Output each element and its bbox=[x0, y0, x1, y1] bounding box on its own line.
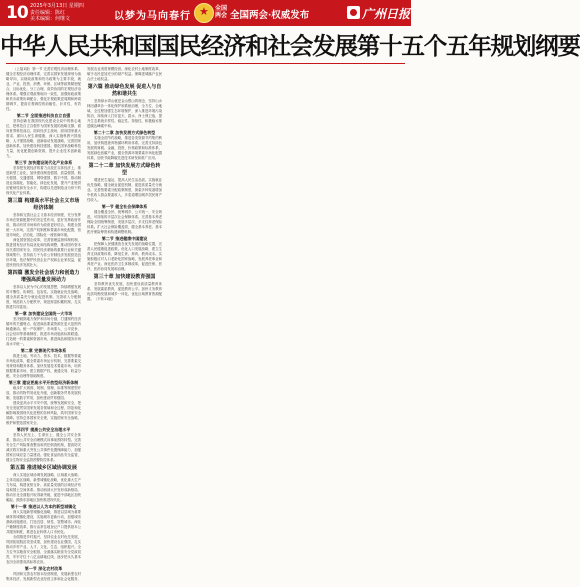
issue-meta bbox=[30, 3, 84, 23]
article-paragraph: 全面推进乡村振兴，坚持农业农村优先发展，巩固拓展脱贫攻坚成果，加快建设农业强国，扎实推动乡村产业、人才、文化、生态、组织振兴。全方位夯实粮食安全根基，全面落实粮食安全党政同责，牢牢守住十八亿亩耕地红线，逐步把永久基本农田全部建成高标准农田。 bbox=[6, 535, 81, 564]
header-slogan: 以梦为马向春行 bbox=[114, 11, 191, 22]
article-subheading: 第三节 加快建设现代化产业体系 bbox=[14, 160, 73, 165]
emblem-label: 全国两会 bbox=[215, 5, 228, 19]
section-title: 全国两会·权威发布 bbox=[230, 10, 310, 21]
article-subheading: 第二十二章 加快发展方式绿色转型 bbox=[93, 130, 156, 135]
article-paragraph: 健全覆盖全民、统筹城乡、公平统一、安全规范、可持续的多层次社会保障体系。完善基本养老保险全国统筹制度，发展多层次、多支柱养老保险体系。扩大社会保险覆盖面，健全基本养老、基本医疗保险筹资和待遇调整机制。 bbox=[87, 210, 162, 234]
article-paragraph: 坚持把发展经济的着力点放在实体经济上，推进新型工业化，加快建设制造强国、质量强国、航天强国、交通强国、网络强国、数字中国，推动制造业高端化、智能化、绿色化发展，提升产业链供应链韧性和安全水平，构建以先进制造业为骨干的现代化产业体系。 bbox=[6, 166, 81, 195]
article-subheading: 第三篇 构建高水平社会主义市场经济体制 bbox=[7, 198, 80, 211]
national-emblem-icon bbox=[194, 3, 214, 23]
editor-credit: 责任编辑：陈红 bbox=[30, 9, 66, 16]
article-paragraph: 坚持和完善社会主义基本经济制度，充分发挥市场在资源配置中的决定性作用，更好发挥政府作用，推动有效市场和有为政府更好结合，构建全国统一大市场，完善产权制度和要素市场化配置，营造市场化、法治化、国际化一流营商环境。 bbox=[6, 213, 81, 237]
article-subheading: 第五篇 推进城乡区域协调发展 bbox=[10, 465, 77, 471]
article-paragraph: 坚持以人民为中心的发展思想，持续增强发展的平衡性、协调性、包容性。实施就业优先战略，健全高质量充分就业促进机制，完善收入分配制度，规范收入分配秩序，规范财富积累机制，扎实推进共同富裕。 bbox=[6, 285, 81, 309]
article-subheading: 第一节 健全社会保障体系 bbox=[101, 204, 148, 209]
page-header-banner bbox=[0, 0, 411, 26]
article-subheading: 第二节 全面推进科技自立自强 bbox=[16, 113, 71, 118]
article-paragraph: 建设更高水平平安中国，统筹发展和安全，把安全发展贯穿国家发展各领域和全过程，防范和化解影响我国现代化进程的各种风险，筑牢国家安全屏障。坚持总体国家安全观，实施国家安全战略，维护和塑造国家安全。 bbox=[6, 401, 81, 425]
page-headline: 中华人民共和国国民经济和社会发展第十五个五年规划纲要 bbox=[0, 32, 580, 60]
article-paragraph: 巩固和完善农村基本经营制度，发展新型农村集体经济，发展新型农业经营主体和社会化服务，发展农业适度规模经营。深化农村土地制度改革，赋予农民更加充分的财产权益。保障进城落户农民合法土地权益。 bbox=[6, 67, 162, 581]
article-paragraph: 实施全面节约战略，推进各类资源节约集约利用，加快构建废弃物循环利用体系。完善支持绿色发展的财税、金融、投资、价格政策和标准体系，发展绿色低碳产业，健全资源环境要素市场化配置体系，加快节能降碳先进技术研发和推广应用。 bbox=[87, 136, 162, 160]
article-subheading: 第二十二章 加快发展方式绿色转型 bbox=[88, 163, 161, 176]
article-paragraph: 深入实施区域协调发展战略、区域重大战略、主体功能区战略、新型城镇化战略，优化重大生产力布局，构建优势互补、高质量发展的区域经济布局和国土空间体系。推动西部大开发形成新格局，推动东北全面振兴取得新突破，促进中部地区加快崛起，鼓励东部地区加快推进现代化。 bbox=[6, 473, 81, 502]
article-paragraph: 坚持绿水青山就是金山银山的理念，坚持山水林田湖草沙一体化保护和系统治理，全方位、全地域、全过程加强生态环境保护，深入推进环境污染防治，持续深入打好蓝天、碧水、净土保卫战，提升生态系统多样性、稳定性、持续性，积极稳妥推进碳达峰碳中和。 bbox=[87, 99, 162, 128]
article-paragraph: 坚持创新在我国现代化建设全局中的核心地位，把科技自立自强作为国家发展的战略支撑，面向世界科技前沿、面向经济主战场、面向国家重大需求、面向人民生命健康，深入实施科教兴国战略、人才强国战略、创新驱动发展战略，完善国家创新体系，加快建设科技强国。强化国家战略科技力量，优化配置创新资源，提升企业技术创新能力。 bbox=[6, 119, 81, 158]
article-subheading: 第二节 推进健康中国建设 bbox=[101, 236, 148, 241]
issue-date: 2025年3月13日 星期四 bbox=[30, 3, 84, 9]
article-subheading: 第十一章 推进以人为本的新型城镇化 bbox=[10, 504, 77, 509]
article-paragraph: 深入实施新型城镇化战略，推进以县城为重要载体的城镇化建设，实施城市更新行动，加强城市基础设施建设，打造宜居、韧性、智慧城市。深化户籍制度改革，推行由常住地登记户口提供基本公共服务制度，推进农业转移人口市民化。 bbox=[6, 510, 81, 534]
article-subheading: 第四篇 激发全社会活力和创造力 增强高质量发展动力 bbox=[7, 270, 80, 283]
headline-divider bbox=[6, 63, 405, 64]
article-subheading: 第六篇 推动绿色发展 促进人与自然和谐共生 bbox=[87, 84, 162, 97]
designer-credit: 美术编辑：何继文 bbox=[30, 16, 71, 22]
article-columns bbox=[6, 67, 405, 583]
article-paragraph: 稳步扩大规则、规制、管理、标准等制度型开放，推动货物贸易优化升级，创新服务贸易发展机制，发展数字贸易，加快建设贸易强国。 bbox=[6, 386, 81, 400]
article-paragraph: 坚持教育优先发展，加快建设高质量教育体系，发展素质教育，促进教育公平。加快义务教育优质均衡发展和城乡一体化，优化区域教育资源配置。（下转11版） bbox=[87, 282, 162, 301]
article-subheading: 第三章 建设更高水平开放型经济新体制 bbox=[8, 380, 79, 385]
article-subheading: 第四节 提高公共安全治理水平 bbox=[16, 427, 71, 432]
article-subheading: 第一章 加快建设全国统一大市场 bbox=[14, 311, 73, 316]
article-body bbox=[6, 67, 405, 583]
article-paragraph: 推进土地、劳动力、资本、技术、数据等要素市场化改革，健全要素市场运行机制，完善要素交易规则和服务体系。加快发展技术要素市场，培育数据要素市场，建立数据产权、流通交易、收益分配、安全治理等基础制度。 bbox=[6, 354, 81, 378]
article-subheading: 第一节 深化农村改革 bbox=[24, 566, 63, 571]
article-subheading: 第二章 完善现代市场体系 bbox=[20, 348, 67, 353]
article-subheading: 第三十章 加快建设教育强国 bbox=[93, 274, 156, 280]
article-paragraph: 坚决破除地方保护和市场分割，打通制约经济循环的关键堵点，促进商品要素资源在更大范围内畅通流动。统一产权保护、市场准入、公平竞争、社会信用等基础制度，推进市场设施高标准联通，打造统一的要素和资源市场，推进商品和服务市场高水平统一。 bbox=[6, 317, 81, 346]
article-paragraph: （上接1版）第一节 完善宏观经济治理体系。健全宏观经济治理体系，完善以国家发展规划为战略导向，以财政政策和货币政策为主要手段，就业、产业、投资、消费、环保、区域等政策紧密配合，目标优化、分工合理、高效协同的宏观经济治理体系。增强宏观政策取向一致性，加强财政政策和货币政策协调配合，强化宏观政策逆周期和跨周期调节，提高宏观调控的前瞻性、针对性、有效性。 bbox=[6, 67, 81, 111]
article-paragraph: 坚持人民至上、生命至上，健全公共安全体系，推动公共安全治理模式向事前预防转型。完善安全生产风险排查整治和责任倒查机制，提高防灾减灾救灾和重大突发公共事件处置保障能力，加强国家区域应急力量建设。强化食品药品安全监管，健全生物安全监管预警防控体系。 bbox=[6, 433, 81, 462]
article-paragraph: 增进民生福祉，提高人民生活品质。实施就业优先战略，健全就业促进机制，促进高质量充分就业。完善按要素分配政策制度，探索多种渠道增加中低收入群众要素收入，多渠道增加城乡居民财产性收入。 bbox=[87, 178, 162, 202]
article-paragraph: 把保障人民健康放在优先发展的战略位置，完善人民健康促进政策。优化人口发展战略，建立生育支持政策体系，降低生育、养育、教育成本。实施积极应对人口老龄化国家战略，发展养老事业和养老产业。深化医药卫生体制改革，促进医保、医疗、医药协同发展和治理。 bbox=[87, 242, 162, 271]
page-number: 10 bbox=[6, 3, 28, 23]
article-paragraph: 深化国资国企改革，完善管理监督体制机制，推进国有经济布局优化和结构调整，推动国有资本向关系国家安全、国民经济命脉的重要行业和关键领域集中。坚持致力于为非公有制经济发展营造良好环境，依法保护民营企业产权和企业家权益，促进民营经济发展壮大。 bbox=[6, 238, 81, 267]
newspaper-brand: 广州日报 bbox=[362, 7, 411, 21]
newspaper-logo-icon bbox=[347, 6, 360, 19]
